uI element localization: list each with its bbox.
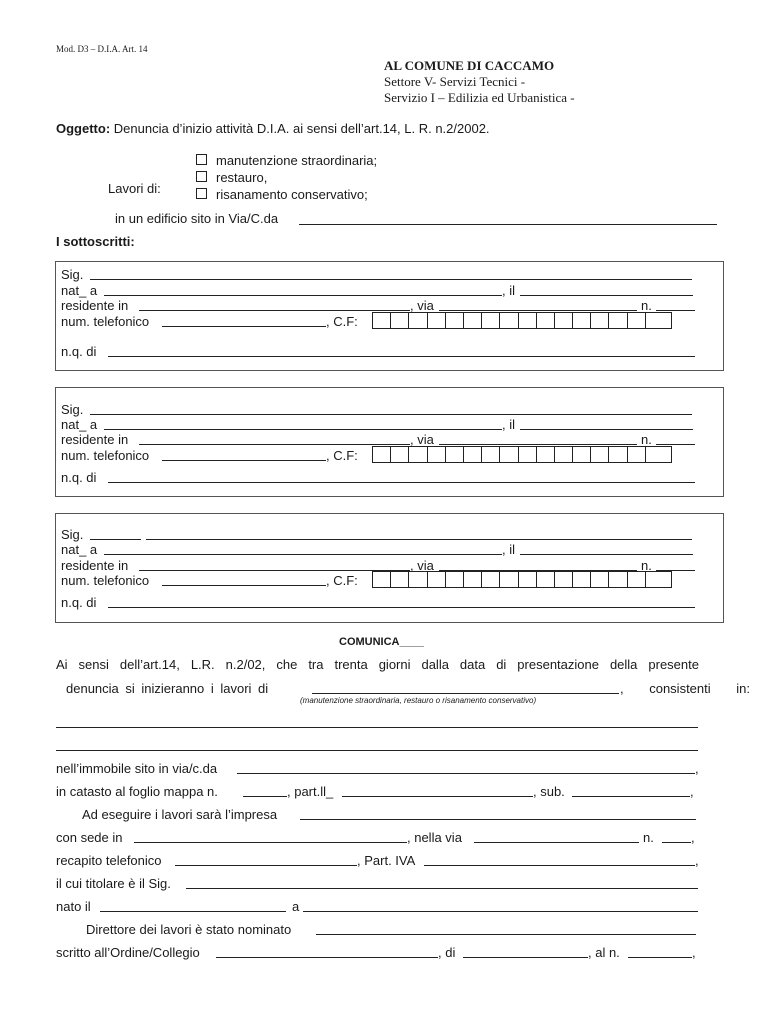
cf-label: , C.F: — [326, 573, 358, 588]
nat-field[interactable] — [104, 429, 502, 430]
lavori-option-1[interactable]: manutenzione straordinaria; — [196, 153, 377, 168]
cf-label: , C.F: — [326, 448, 358, 463]
nato-il-field[interactable] — [100, 911, 286, 912]
nella-via-field[interactable] — [474, 842, 639, 843]
direttore-field[interactable] — [316, 934, 696, 935]
residente-label: residente in — [61, 298, 129, 313]
nq-field[interactable] — [108, 482, 695, 483]
cf-label: , C.F: — [326, 314, 358, 329]
comunica-line2a: denuncia si inizieranno i lavori di — [66, 681, 269, 696]
il-field[interactable] — [520, 295, 693, 296]
catasto-label: in catasto al foglio mappa n. — [56, 784, 218, 799]
titolare-label: il cui titolare è il Sig. — [56, 876, 171, 891]
checkbox-icon[interactable] — [196, 171, 207, 182]
sede-label: con sede in — [56, 830, 123, 845]
il-field[interactable] — [520, 554, 693, 555]
sub-field[interactable] — [572, 796, 690, 797]
residente-field[interactable] — [139, 570, 410, 571]
nat-field[interactable] — [104, 295, 502, 296]
nat-label: nat_ a — [61, 283, 98, 298]
foglio-field[interactable] — [243, 796, 287, 797]
nq-label: n.q. di — [61, 595, 97, 610]
oggetto-label: Oggetto: — [56, 121, 111, 136]
sig-label: Sig. — [61, 527, 84, 542]
il-field[interactable] — [520, 429, 693, 430]
comma: , — [695, 853, 699, 868]
ordine-field[interactable] — [216, 957, 438, 958]
nat-label: nat_ a — [61, 417, 98, 432]
sig-label: Sig. — [61, 267, 84, 282]
edificio-field[interactable] — [299, 224, 717, 225]
immobile-label: nell’immobile sito in via/c.da — [56, 761, 218, 776]
descrizione-line-1[interactable] — [56, 727, 698, 728]
tel-field[interactable] — [162, 585, 326, 586]
lavori-type-field[interactable] — [312, 693, 619, 694]
ordine-di-field[interactable] — [463, 957, 588, 958]
sig-label: Sig. — [61, 402, 84, 417]
via-field[interactable] — [439, 310, 637, 311]
recipient-servizio: Servizio I – Edilizia ed Urbanistica - — [384, 90, 575, 105]
recapito-field[interactable] — [175, 865, 357, 866]
checkbox-icon[interactable] — [196, 154, 207, 165]
nq-field[interactable] — [108, 607, 695, 608]
comunica-line2b: , consistenti in: — [620, 681, 750, 696]
comma: , — [692, 945, 696, 960]
ordine-di-label: , di — [438, 945, 456, 960]
edificio-label: in un edificio sito in Via/C.da — [115, 211, 279, 226]
impresa-field[interactable] — [300, 819, 696, 820]
checkbox-icon[interactable] — [196, 188, 207, 199]
oggetto-line — [56, 121, 490, 136]
impresa-label: Ad eseguire i lavori sarà l’impresa — [82, 807, 278, 822]
ordine-n-field[interactable] — [628, 957, 692, 958]
tel-field[interactable] — [162, 326, 326, 327]
n-label: n. — [641, 298, 652, 313]
comma: , — [695, 761, 699, 776]
residente-field[interactable] — [139, 444, 410, 445]
via-label: , via — [410, 432, 434, 447]
residente-label: residente in — [61, 432, 129, 447]
recipient-settore: Settore V- Servizi Tecnici - — [384, 74, 526, 89]
comunica-title: COMUNICA____ — [339, 636, 424, 648]
residente-field[interactable] — [139, 310, 410, 311]
tel-field[interactable] — [162, 460, 326, 461]
cf-grid[interactable] — [372, 571, 672, 588]
il-label: , il — [502, 542, 515, 557]
piva-field[interactable] — [424, 865, 695, 866]
descrizione-line-2[interactable] — [56, 750, 698, 751]
nella-via-label: , nella via — [407, 830, 462, 845]
comma: , — [690, 784, 694, 799]
n-label: n. — [641, 432, 652, 447]
ordine-n-label: , al n. — [588, 945, 620, 960]
module-code: Mod. D3 – D.I.A. Art. 14 — [56, 44, 148, 54]
n-field[interactable] — [656, 444, 695, 445]
recipient-title: AL COMUNE DI CACCAMO — [384, 58, 555, 73]
tel-label: num. telefonico — [61, 573, 150, 588]
sub-label: , sub. — [533, 784, 565, 799]
oggetto-text: Denuncia d’inizio attività D.I.A. ai sensi dell’art.14, L. R. n.2/2002. — [113, 121, 490, 136]
il-label: , il — [502, 417, 515, 432]
sig-prefix-field[interactable] — [90, 539, 141, 540]
titolare-field[interactable] — [186, 888, 698, 889]
lavori-type-note: (manutenzione straordinaria, restauro o risanamento conservativo) — [300, 696, 537, 705]
sig-field[interactable] — [146, 539, 692, 540]
sede-field[interactable] — [134, 842, 407, 843]
sig-field[interactable] — [90, 414, 692, 415]
sig-field[interactable] — [90, 279, 692, 280]
via-label: , via — [410, 558, 434, 573]
via-field[interactable] — [439, 444, 637, 445]
lavori-option-3[interactable]: risanamento conservativo; — [196, 187, 368, 202]
n-label: n. — [641, 558, 652, 573]
comma: , — [691, 830, 695, 845]
nq-label: n.q. di — [61, 344, 97, 359]
nat-label: nat_ a — [61, 542, 98, 557]
lavori-option-2[interactable]: restauro, — [196, 170, 267, 185]
part-field[interactable] — [342, 796, 533, 797]
n-field[interactable] — [656, 310, 695, 311]
cf-grid[interactable] — [372, 446, 672, 463]
nat-field[interactable] — [104, 554, 502, 555]
lavori-label: Lavori di: — [108, 181, 161, 196]
nq-field[interactable] — [108, 356, 695, 357]
comunica-line1: Ai sensi dell’art.14, L.R. n.2/02, che tra trenta giorni dalla data di presentazione della presente — [56, 657, 699, 672]
immobile-field[interactable] — [237, 773, 695, 774]
piva-label: , Part. IVA — [357, 853, 416, 868]
civico-label: n. — [643, 830, 654, 845]
nq-label: n.q. di — [61, 470, 97, 485]
person-box-2 — [55, 387, 724, 497]
ordine-label: scritto all’Ordine/Collegio — [56, 945, 200, 960]
nato-a-field[interactable] — [303, 911, 698, 912]
via-label: , via — [410, 298, 434, 313]
nato-a-label: a — [292, 899, 300, 914]
sottoscritti-label: I sottoscritti: — [56, 234, 135, 249]
il-label: , il — [502, 283, 515, 298]
direttore-label: Direttore dei lavori è stato nominato — [86, 922, 292, 937]
tel-label: num. telefonico — [61, 448, 150, 463]
nato-label: nato il — [56, 899, 91, 914]
residente-label: residente in — [61, 558, 129, 573]
cf-grid[interactable] — [372, 312, 672, 329]
tel-label: num. telefonico — [61, 314, 150, 329]
part-label: , part.ll_ — [287, 784, 334, 799]
recapito-label: recapito telefonico — [56, 853, 162, 868]
civico-field[interactable] — [662, 842, 691, 843]
